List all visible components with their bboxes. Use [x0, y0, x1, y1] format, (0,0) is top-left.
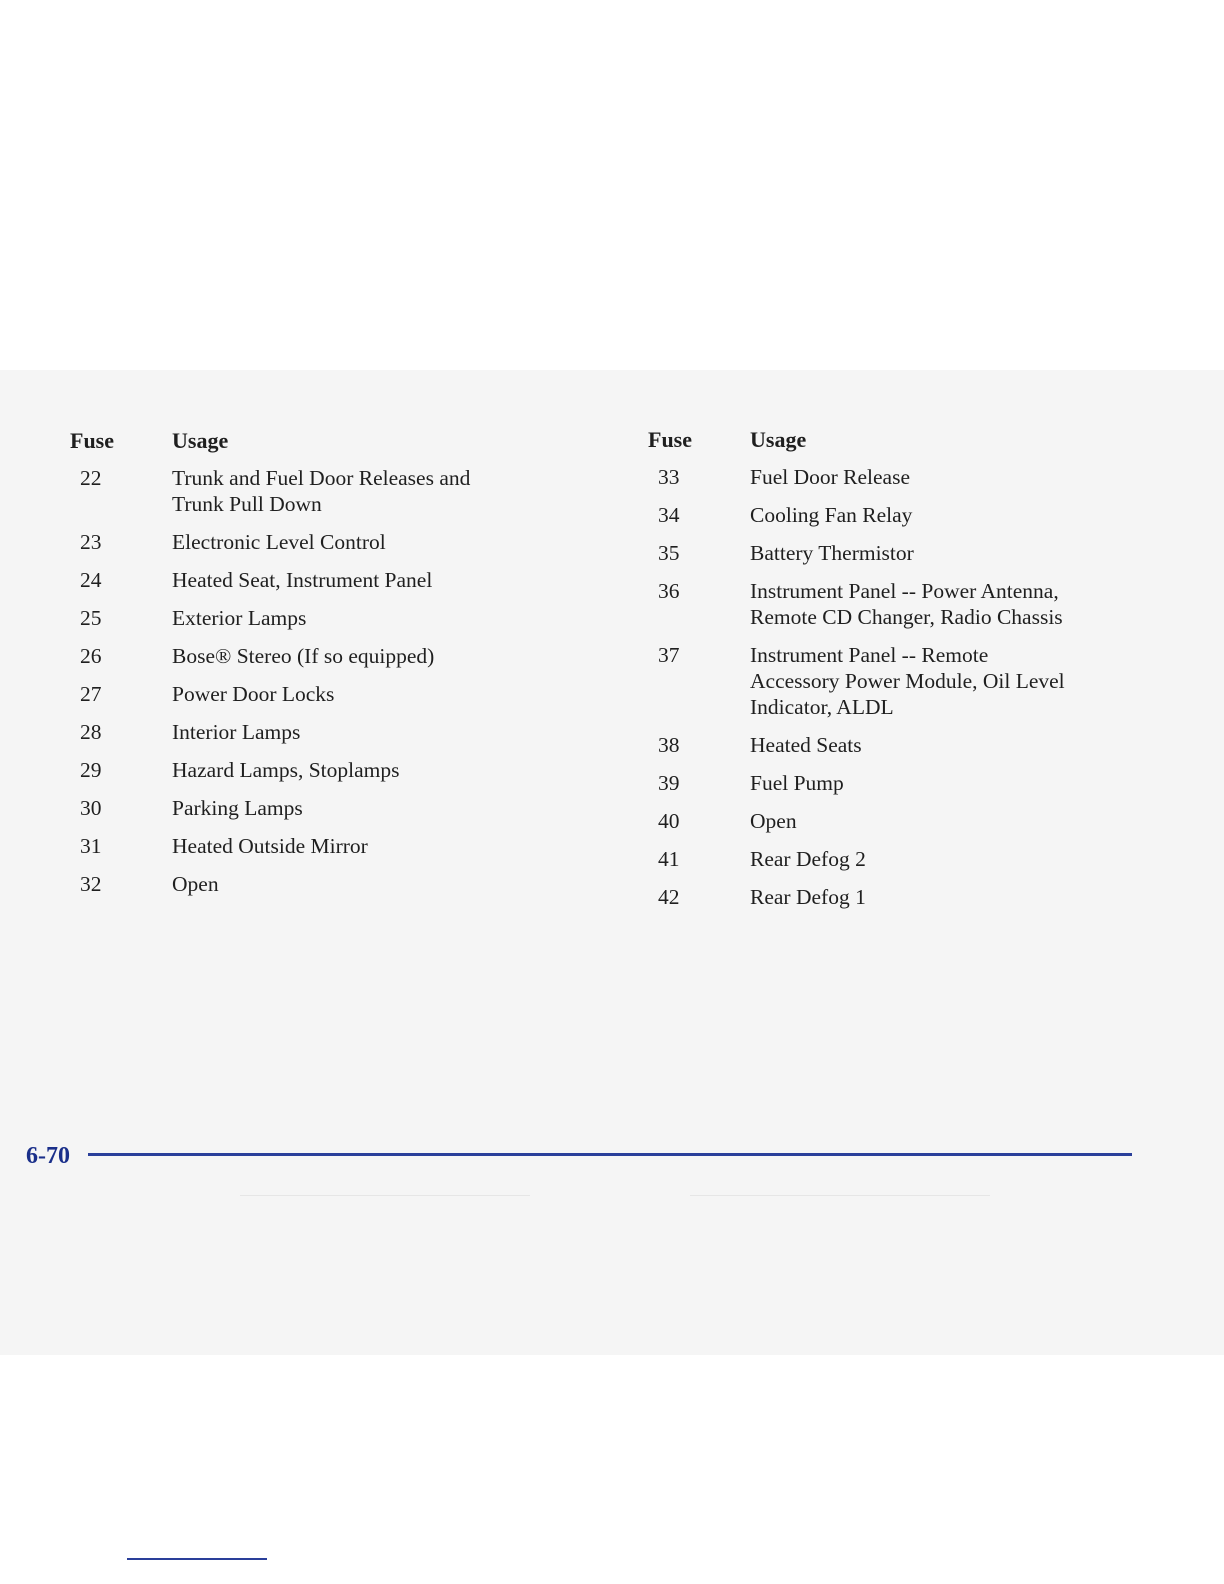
fuse-usage: Trunk and Fuel Door Releases and Trunk Pull Down [172, 466, 471, 516]
fuse-number: 39 [658, 771, 680, 795]
fuse-number: 35 [658, 541, 680, 565]
fuse-usage: Rear Defog 1 [750, 885, 866, 909]
table-row [638, 732, 1198, 758]
table-row [638, 578, 1198, 630]
fuse-number: 41 [658, 847, 680, 871]
usage-column-header: Usage [750, 427, 807, 452]
table-body [638, 464, 1198, 910]
fuse-column-header: Fuse [648, 427, 692, 452]
page-footer [26, 1140, 1136, 1174]
fuse-number: 40 [658, 809, 680, 833]
fuse-usage: Open [750, 809, 797, 833]
table-row [638, 884, 1198, 910]
table-header [60, 428, 620, 456]
table-row [60, 567, 620, 593]
table-header [638, 427, 1198, 455]
table-row [638, 502, 1198, 528]
fuse-usage: Heated Seats [750, 733, 862, 757]
fuse-usage: Rear Defog 2 [750, 847, 866, 871]
fuse-column-header: Fuse [70, 428, 114, 453]
fuse-number: 42 [658, 885, 680, 909]
table-body [60, 465, 620, 897]
table-row [60, 529, 620, 555]
fuse-number: 22 [80, 466, 102, 490]
fuse-table-right [638, 427, 1198, 922]
table-row [60, 833, 620, 859]
fuse-number: 29 [80, 758, 102, 782]
table-row [638, 808, 1198, 834]
fuse-number: 37 [658, 643, 680, 667]
table-row [60, 871, 620, 897]
faint-divider [690, 1195, 990, 1196]
fuse-usage: Power Door Locks [172, 682, 335, 706]
table-row [60, 795, 620, 821]
table-row [60, 465, 620, 517]
fuse-usage: Fuel Door Release [750, 465, 911, 489]
fuse-usage: Fuel Pump [750, 771, 844, 795]
fuse-usage: Battery Thermistor [750, 541, 914, 565]
fuse-number: 36 [658, 579, 680, 603]
table-row [638, 642, 1198, 720]
bottom-rule-mark [127, 1558, 267, 1560]
table-row [60, 757, 620, 783]
faint-divider [240, 1195, 530, 1196]
fuse-usage: Bose® Stereo (If so equipped) [172, 644, 435, 668]
table-row [638, 846, 1198, 872]
fuse-number: 38 [658, 733, 680, 757]
fuse-number: 32 [80, 872, 102, 896]
fuse-number: 23 [80, 530, 102, 554]
fuse-number: 24 [80, 568, 102, 592]
fuse-number: 26 [80, 644, 102, 668]
fuse-number: 28 [80, 720, 102, 744]
fuse-usage: Hazard Lamps, Stoplamps [172, 758, 400, 782]
fuse-usage: Instrument Panel -- Remote Accessory Power Module, Oil Level Indicator, ALDL [750, 643, 1065, 719]
fuse-number: 33 [658, 465, 680, 489]
usage-column-header: Usage [172, 428, 229, 453]
fuse-usage: Heated Seat, Instrument Panel [172, 568, 433, 592]
fuse-usage: Exterior Lamps [172, 606, 307, 630]
table-row [638, 464, 1198, 490]
fuse-number: 27 [80, 682, 102, 706]
table-row [60, 719, 620, 745]
fuse-usage: Electronic Level Control [172, 530, 386, 554]
fuse-number: 25 [80, 606, 102, 630]
fuse-table-left [60, 428, 620, 909]
fuse-number: 34 [658, 503, 680, 527]
fuse-usage: Instrument Panel -- Power Antenna, Remote CD Changer, Radio Chassis [750, 579, 1063, 629]
table-row [60, 643, 620, 669]
fuse-usage: Parking Lamps [172, 796, 303, 820]
fuse-usage: Open [172, 872, 219, 896]
table-row [638, 540, 1198, 566]
fuse-number: 31 [80, 834, 102, 858]
table-row [60, 681, 620, 707]
table-row [638, 770, 1198, 796]
footer-rule [88, 1153, 1132, 1156]
fuse-usage: Interior Lamps [172, 720, 301, 744]
fuse-usage: Heated Outside Mirror [172, 834, 368, 858]
fuse-number: 30 [80, 796, 102, 820]
fuse-usage: Cooling Fan Relay [750, 503, 913, 527]
page-number: 6-70 [26, 1143, 70, 1169]
table-row [60, 605, 620, 631]
